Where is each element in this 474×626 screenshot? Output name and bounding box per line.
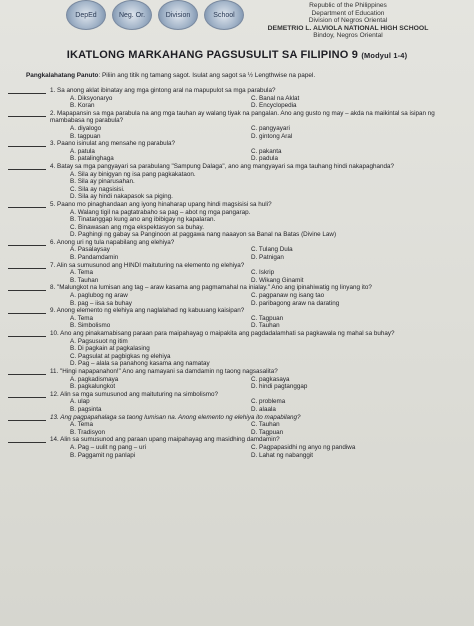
- instructions-text: : Piliin ang titik ng tamang sagot. Isulat ang sagot sa ½ Lengthwise na papel.: [98, 72, 316, 79]
- answer-options: [70, 338, 474, 368]
- question-stem: 14. Alin sa sumusunod ang paraan upang maipahayag ang masidhing damdamin?: [50, 436, 280, 444]
- answer-option: A. paglubog ng araw: [70, 292, 128, 300]
- answer-option: B. patalinghaga: [70, 155, 114, 163]
- question-item: [0, 414, 474, 437]
- answer-options: [70, 315, 474, 330]
- question-item: [0, 436, 474, 459]
- instructions-label: Pangkalahatang Panuto: [26, 72, 99, 79]
- question-stem: 4. Batay sa mga pangyayari sa parabulang "Sampung Dalaga", ano ang mangyayari sa mga tauhang hindi nakapaghanda?: [50, 162, 395, 170]
- answer-options: [70, 171, 474, 201]
- answer-option: D. alaala: [251, 405, 276, 413]
- answer-option: B. Tinatanggap kung ano ang ibibigay ng kapalaran.: [70, 216, 216, 224]
- answer-option: A. patula: [70, 147, 95, 155]
- answer-options: [70, 148, 474, 163]
- answer-option: A. Tema: [70, 421, 93, 429]
- answer-option: B. Pandamdamin: [70, 254, 119, 262]
- answer-blank[interactable]: [8, 397, 46, 398]
- exam-title-text: IKATLONG MARKAHANG PAGSUSULIT SA FILIPINO 9: [66, 49, 359, 61]
- question-stem: 13. Ang pagpapahalaga sa taong lumisan na. Anong elemento ng elehiya ito mapabilang?: [50, 413, 301, 421]
- question-item: [0, 368, 474, 391]
- question-stem: 8. "Malungkot na lumisan ang tag – araw kasama ang pagmamahal na inialay." Ano ang ipinahiwatig ng linyang ito?: [50, 284, 372, 292]
- answer-options: [70, 292, 474, 307]
- answer-option: D. paribagong araw na darating: [251, 299, 340, 307]
- answer-option: D. Encyclopedia: [251, 102, 297, 110]
- answer-options: [70, 246, 474, 261]
- answer-option: A. ulap: [70, 398, 90, 406]
- answer-blank[interactable]: [8, 420, 46, 421]
- logo-label: DepEd: [75, 11, 97, 19]
- deped-seal-icon: [66, 0, 106, 30]
- answer-option: A. Sila ay binigyan ng isa pang pagkakataon.: [70, 170, 196, 178]
- answer-option: D. Tauhan: [251, 322, 280, 330]
- question-item: [0, 262, 474, 285]
- exam-modyul: (Modyul 1-4): [361, 51, 408, 60]
- answer-option: D. Wikang Ginamit: [251, 276, 304, 284]
- logo-label: School: [213, 11, 235, 19]
- answer-option: B. Tauhan: [70, 276, 99, 284]
- question-item: [0, 201, 474, 239]
- question-stem: 5. Paano mo pinaghandaan ang iyong hinaharap upang hindi magsisisi sa huli?: [50, 200, 272, 208]
- answer-option: B. Di pagkain at pagkalasing: [70, 345, 150, 353]
- answer-option: A. Tema: [70, 269, 93, 277]
- answer-options: [70, 209, 474, 239]
- logo-label: Neg. Or.: [118, 11, 146, 19]
- answer-options: [70, 125, 474, 140]
- answer-option: A. Pag – uulit ng pang – uri: [70, 443, 146, 451]
- answer-blank[interactable]: [8, 207, 46, 208]
- question-item: [0, 239, 474, 262]
- answer-option: A. Walang tigil na pagtatrabaho sa pag – abot ng mga pangarap.: [70, 208, 251, 216]
- answer-options: [70, 421, 474, 436]
- answer-option: B. Paggamit ng panlapi: [70, 451, 136, 459]
- answer-blank[interactable]: [8, 290, 46, 291]
- letterhead: [230, 2, 466, 40]
- province-seal-icon: [112, 0, 152, 30]
- answer-options: [70, 398, 474, 413]
- answer-option: A. Pasalaysay: [70, 246, 110, 254]
- question-stem: 12. Alin sa mga sumusunod ang maituturing na simbolismo?: [50, 390, 219, 398]
- answer-option: D. hindi pagtanggap: [251, 383, 308, 391]
- question-list: [0, 87, 474, 459]
- question-stem: 3. Paano isinulat ang mensahe ng parabula?: [50, 140, 175, 148]
- logo-label: Division: [165, 11, 191, 19]
- answer-blank[interactable]: [8, 245, 46, 246]
- answer-blank[interactable]: [8, 374, 46, 375]
- letterhead-republic: Republic of the Philippines: [309, 2, 387, 9]
- answer-option: C. problema: [251, 398, 286, 406]
- question-item: [0, 110, 474, 140]
- answer-option: C. Sila ay nagsisisi.: [70, 185, 125, 193]
- answer-option: D. Lahat ng nabanggit: [251, 451, 313, 459]
- question-stem: 9. Anong elemento ng elehiya ang naglalahad ng kabuuang kaisipan?: [50, 307, 245, 315]
- answer-option: D. padula: [251, 155, 278, 163]
- answer-option: A. Diksyonaryo: [70, 94, 113, 102]
- answer-option: B. tagpuan: [70, 132, 101, 140]
- answer-option: D. Tagpuan: [251, 428, 284, 436]
- answer-blank[interactable]: [8, 442, 46, 443]
- answer-option: C. Tauhan: [251, 421, 280, 429]
- answer-option: A. Tema: [70, 314, 93, 322]
- answer-option: C. Iskrip: [251, 269, 275, 277]
- question-stem: 10. Ano ang pinakamabisang paraan para maipahayag o maipakita ang pagdadalamhati sa pagkawala ng mahal sa buhay?: [50, 330, 395, 337]
- question-stem: 7. Alin sa sumusunod ang HINDI maituturing na elemento ng elehiya?: [50, 261, 245, 269]
- answer-option: A. diyalogo: [70, 124, 102, 132]
- answer-option: B. pagsinta: [70, 405, 102, 413]
- answer-blank[interactable]: [8, 116, 46, 117]
- answer-option: D. Paghingi ng gabay sa Panginoon at paggawa nang naaayon sa Banal na Batas (Divine Law): [70, 231, 337, 239]
- answer-blank[interactable]: [8, 146, 46, 147]
- answer-option: C. pakanta: [251, 147, 282, 155]
- question-stem: 11. "Hingi napapanahon!" Ano ang namayani sa damdamin ng taong nagsasalita?: [50, 367, 278, 375]
- answer-option: C. Binawasan ang mga ekspektasyon sa buhay.: [70, 223, 204, 231]
- answer-options: [70, 269, 474, 284]
- answer-option: C. Tulang Dula: [251, 246, 293, 254]
- letterhead-address: Bindoy, Negros Oriental: [313, 32, 383, 40]
- answer-option: B. pag – iisa sa buhay: [70, 299, 132, 307]
- question-item: [0, 330, 474, 368]
- exam-title: [0, 49, 474, 61]
- answer-option: A. pagkadismaya: [70, 375, 119, 383]
- question-item: [0, 284, 474, 307]
- answer-option: C. Pagsulat at pagbigkas ng elehiya: [70, 352, 171, 360]
- answer-option: C. pangyayari: [251, 124, 290, 132]
- question-stem: 6. Anong uri ng tula napabilang ang elehiya?: [50, 238, 175, 246]
- answer-options: [70, 95, 474, 110]
- answer-option: C. Tagpuan: [251, 314, 284, 322]
- answer-option: D. Patnigan: [251, 254, 284, 262]
- answer-option: B. Tradisyon: [70, 428, 105, 436]
- answer-option: B. Koran: [70, 102, 95, 110]
- question-item: [0, 391, 474, 414]
- answer-option: D. Pag – alala sa panahong kasama ang namatay: [70, 360, 210, 368]
- answer-blank[interactable]: [8, 268, 46, 269]
- question-stem: 2. Mapapansin sa mga parabula na ang mga tauhan ay walang tiyak na pangalan. Ano ang gusto ng may – akda na maikintal sa isipan ng mambabasa ng parabula?: [50, 109, 435, 125]
- answer-option: C. Banal na Aklat: [251, 94, 300, 102]
- question-item: [0, 87, 474, 110]
- answer-option: C. pagkasaya: [251, 375, 290, 383]
- answer-option: C. Pagpapasidhi ng anyo ng pandiwa: [251, 443, 356, 451]
- answer-options: [70, 376, 474, 391]
- answer-blank[interactable]: [8, 336, 46, 337]
- answer-option: B. Sila ay pinarusahan.: [70, 178, 135, 186]
- answer-blank[interactable]: [8, 93, 46, 94]
- question-item: [0, 307, 474, 330]
- answer-option: C. pagpanaw ng isang tao: [251, 292, 325, 300]
- letterhead-division: Division of Negros Oriental: [308, 17, 388, 25]
- answer-blank[interactable]: [8, 169, 46, 170]
- question-item: [0, 140, 474, 163]
- question-item: [0, 163, 474, 201]
- answer-option: B. Simbolismo: [70, 322, 111, 330]
- answer-blank[interactable]: [8, 313, 46, 314]
- question-stem: 1. Sa anong aklat ibinatay ang mga gintong aral na mapupulot sa mga parabula?: [50, 87, 276, 94]
- answer-option: A. Pagsusuot ng itim: [70, 337, 128, 345]
- letterhead-school: DEMETRIO L. ALVIOLA NATIONAL HIGH SCHOOL: [267, 24, 429, 32]
- division-seal-icon: [158, 0, 198, 30]
- general-instructions: [26, 72, 315, 79]
- answer-option: D. Sila ay hindi nakapasok sa piging.: [70, 193, 173, 201]
- letterhead-department: Department of Education: [311, 9, 385, 17]
- header-logos: [66, 0, 244, 30]
- answer-option: D. gintong Aral: [251, 132, 293, 140]
- answer-options: [70, 444, 474, 459]
- answer-option: B. pagkalungkot: [70, 383, 116, 391]
